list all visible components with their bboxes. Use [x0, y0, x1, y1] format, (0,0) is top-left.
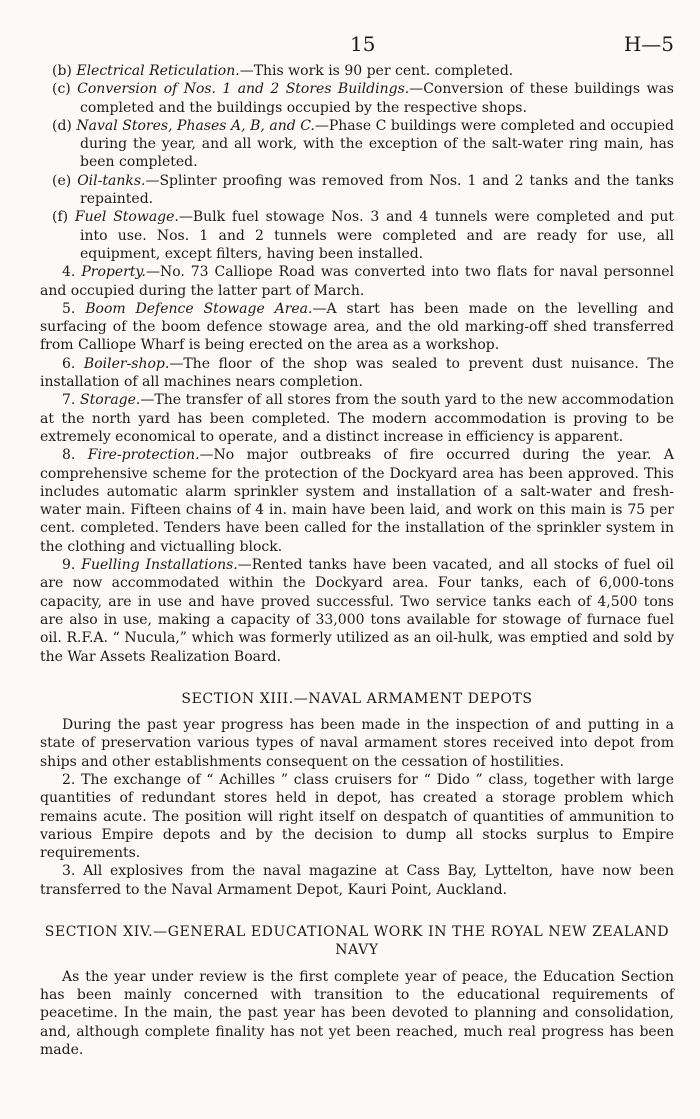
section-13-paragraph-3: 3. All explosives from the naval magazine at Cass Bay, Lyttelton, have now been transferred to the Naval Armament Depot, Kauri Point, Auckland.	[40, 863, 674, 898]
paragraph-4: 4. Property.—No. 73 Calliope Road was converted into two flats for naval personnel and occupied during the latter part of March.	[40, 264, 674, 299]
section-14	[40, 923, 674, 1059]
page-number: 15	[350, 32, 376, 56]
lettered-items	[40, 62, 674, 263]
page-header	[40, 32, 674, 62]
section-14-paragraph-1: As the year under review is the first complete year of peace, the Education Section has been mainly concerned with transition to the educational requirements of peacetime. In the main, the past year has been devoted to planning and consolidation, and, although complete finality has not yet been reached, much real progress has been made.	[40, 968, 674, 1058]
paragraph-6: 6. Boiler-shop.—The floor of the shop was sealed to prevent dust nuisance. The installation of all machines nears completion.	[40, 355, 675, 391]
item-b: (b) Electrical Reticulation.—This work is 90 per cent. completed.	[52, 63, 514, 79]
section-13	[40, 690, 674, 899]
item-c: (c) Conversion of Nos. 1 and 2 Stores Buildings.—Conversion of these buildings was completed and the buildings occupied by the respective shops.	[52, 81, 674, 116]
paragraph-8: 8. Fire-protection.—No major outbreaks of fire occurred during the year. A comprehensive scheme for the protection of the Dockyard area has been approved. This includes automatic alarm sprinkler system and installation of a salt-water and fresh-water main. Fifteen chains of 4 in. main have been laid, and work on this main is 75 per cent. completed. Tenders have been called for the installation of the sprinkler system in the clothing and victualling block.	[40, 447, 674, 555]
section-13-paragraph-2: 2. The exchange of “ Achilles ” class cruisers for “ Dido ” class, together with large quantities of redundant stores held in depot, has created a storage problem which remains acute. The position will right itself on despatch of quantities of ammunition to various Empire depots and by the decision to dump all stocks surplus to Empire requirements.	[40, 771, 674, 862]
numbered-paragraphs	[40, 263, 674, 666]
document-code: H—5	[623, 32, 674, 56]
section-13-heading: SECTION XIII.—NAVAL ARMAMENT DEPOTS	[181, 690, 533, 707]
item-f: (f) Fuel Stowage.—Bulk fuel stowage Nos. 3 and 4 tunnels were completed and put into use. Nos. 1 and 2 tunnels were completed and are ready for use, all equipment, except filters, having been installed.	[52, 209, 675, 262]
item-e: (e) Oil-tanks.—Splinter proofing was removed from Nos. 1 and 2 tanks and the tanks repainted.	[52, 172, 674, 208]
paragraph-7: 7. Storage.—The transfer of all stores from the south yard to the new accommodation at the north yard has been completed. The modern accommodation is proving to be extremely economical to operate, and a distinct increase in efficiency is apparent.	[40, 392, 674, 445]
paragraph-5: 5. Boom Defence Stowage Area.—A start has been made on the levelling and surfacing of the boom defence stowage area, and the old marking-off shed transferred from Calliope Wharf is being erected on the area as a workshop.	[40, 300, 675, 354]
item-d: (d) Naval Stores, Phases A, B, and C.—Phase C buildings were completed and occupied during the year, and all work, with the exception of the salt-water ring main, has been completed.	[52, 117, 675, 171]
section-13-paragraph-1: During the past year progress has been made in the inspection of and putting in a state of preservation various types of naval armament stores received into depot from ships and other establishments consequent on the cessation of hostilities.	[40, 717, 674, 770]
paragraph-9: 9. Fuelling Installations.—Rented tanks have been vacated, and all stocks of fuel oil are now accommodated within the Dockyard area. Four tanks, each of 6,000-tons capacity, are in use and have proved successful. Two service tanks each of 4,500 tons are also in use, making a capacity of 33,000 tons available for stowage of furnace fuel oil. R.F.A. “ Nucula,” which was formerly utilized as an oil-hulk, was emptied and sold by the War Assets Realization Board.	[40, 557, 675, 665]
section-14-heading: SECTION XIV.—GENERAL EDUCATIONAL WORK IN THE ROYAL NEW ZEALAND NAVY	[44, 924, 670, 959]
